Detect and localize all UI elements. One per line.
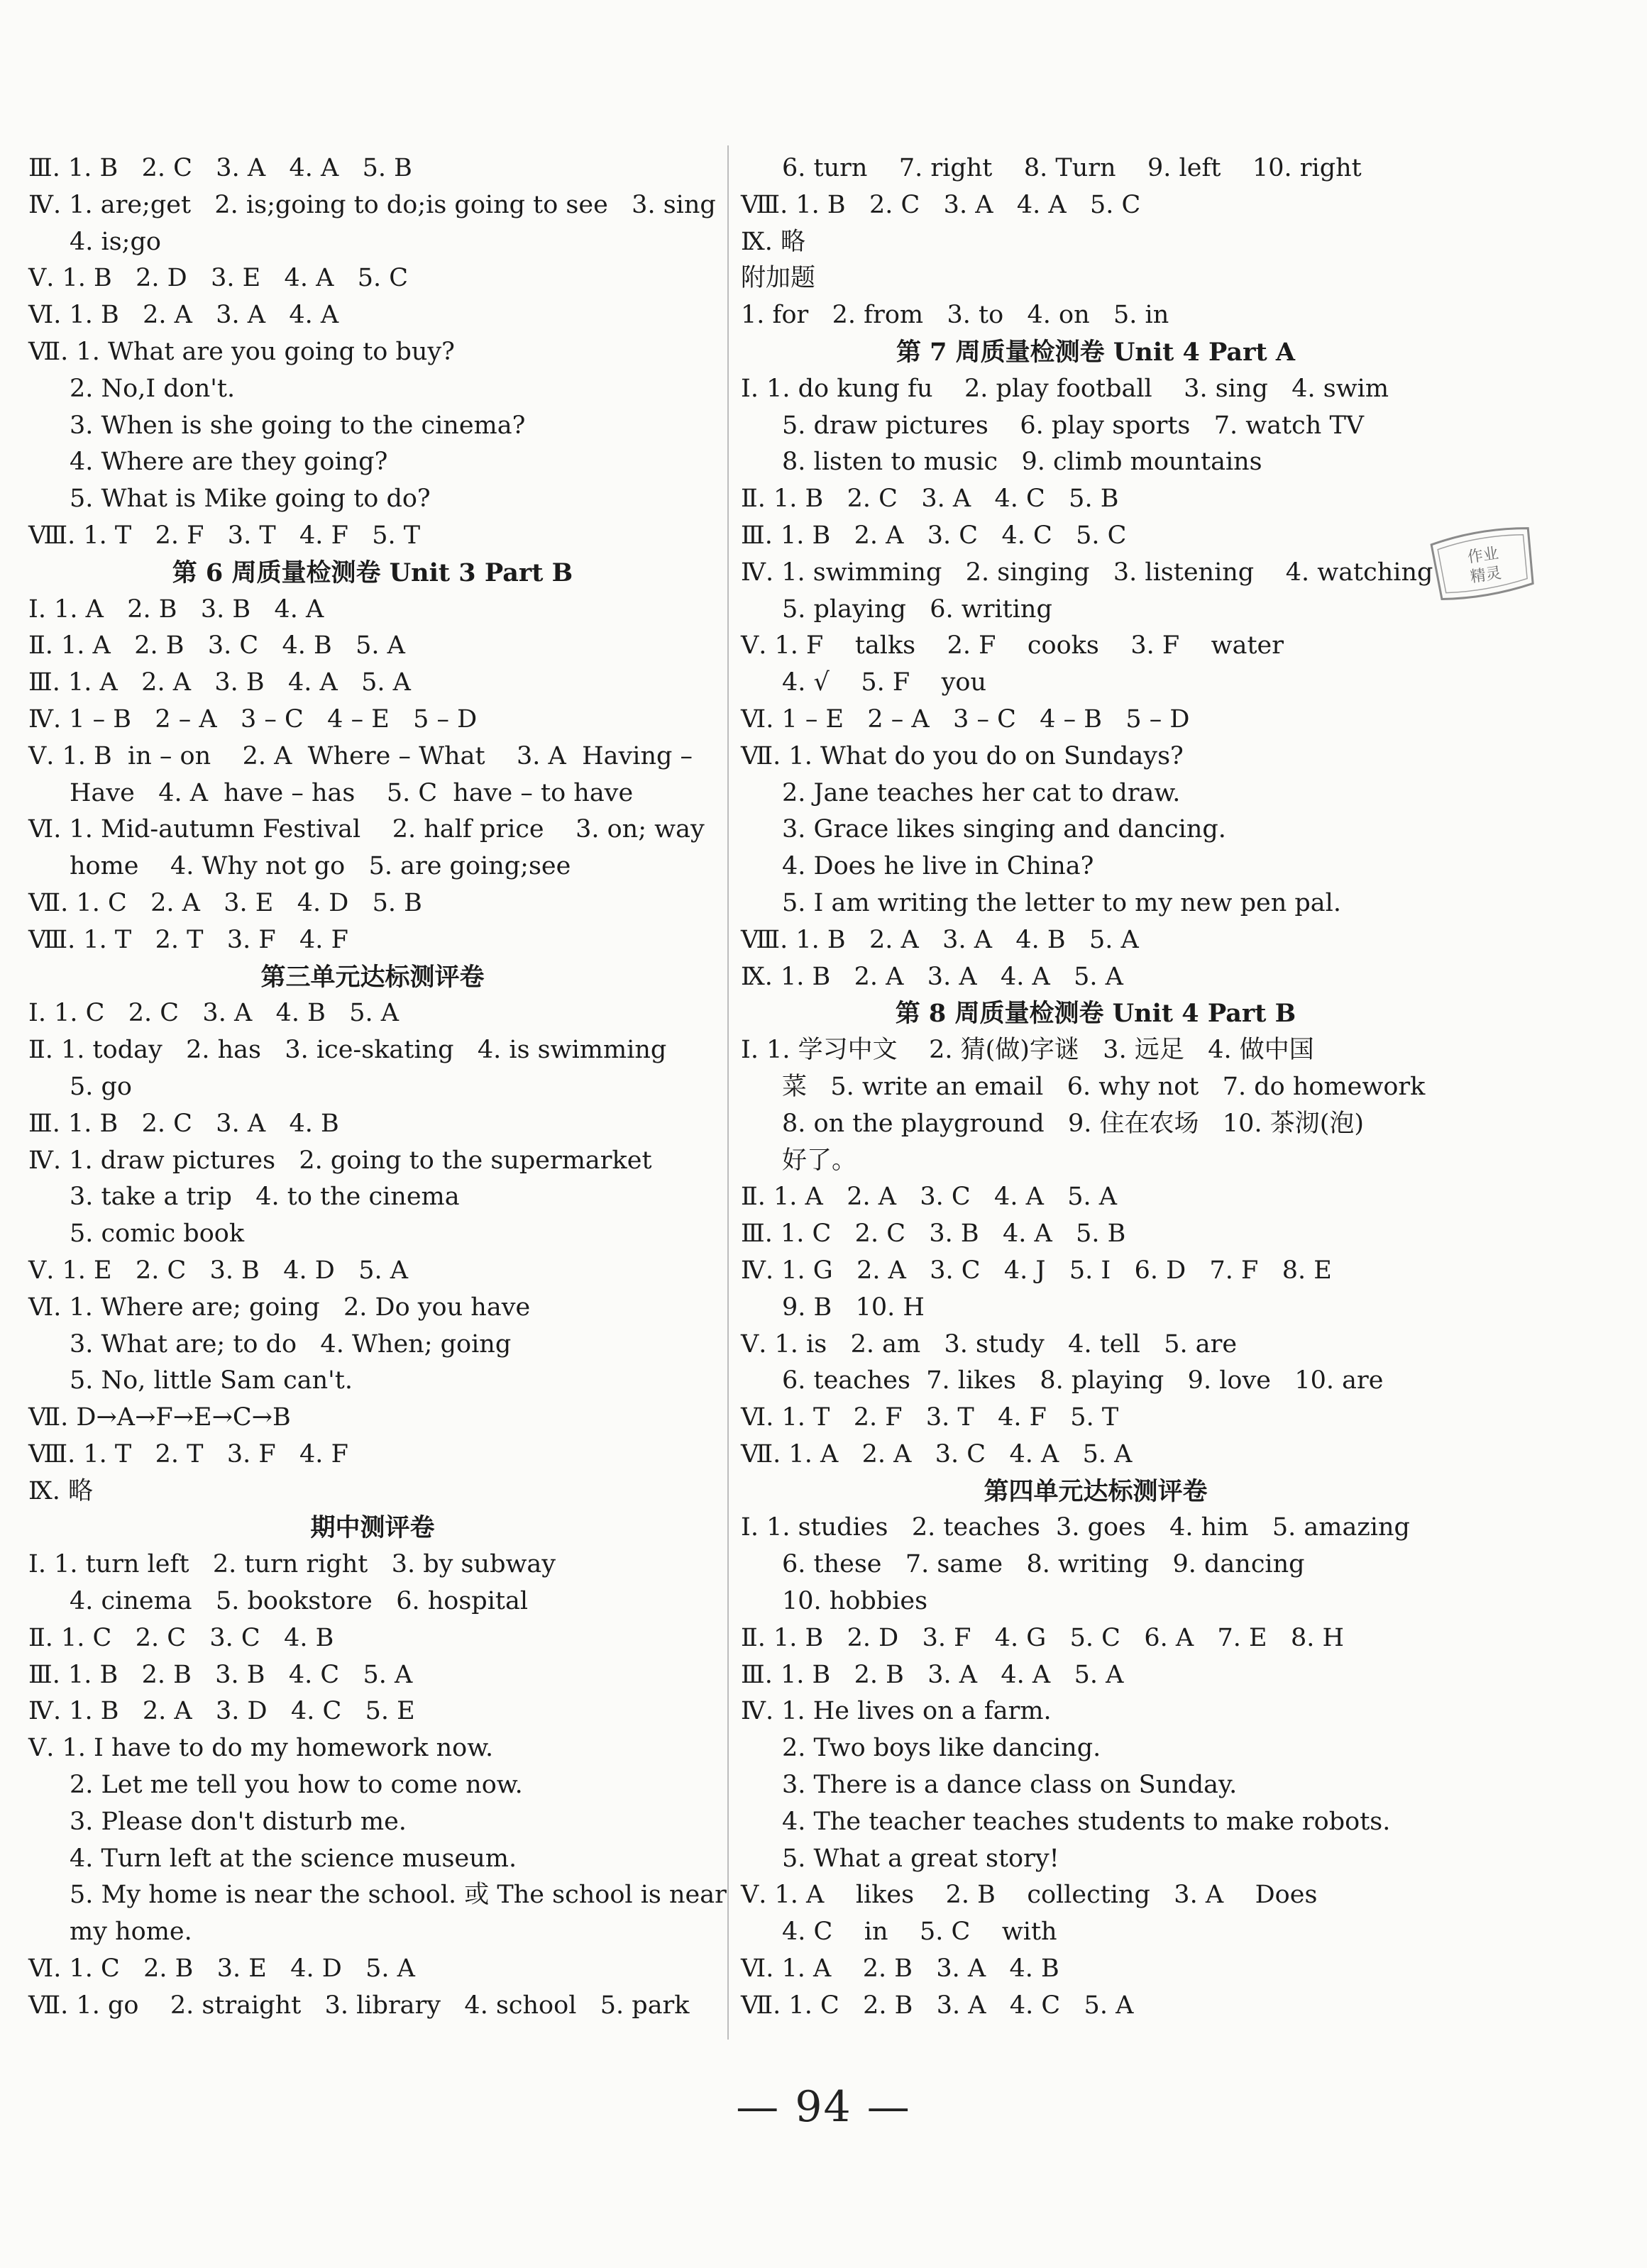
answer-line: 3. take a trip 4. to the cinema: [70, 1183, 460, 1212]
section-heading: 第四单元达标测评卷: [984, 1476, 1208, 1506]
answer-line: Ⅲ. 1. B 2. C 3. A 4. A 5. B: [28, 154, 412, 182]
answer-line: Ⅷ. 1. T 2. T 3. F 4. F: [28, 1439, 348, 1468]
answer-line: Ⅰ. 1. A 2. B 3. B 4. A: [28, 594, 324, 624]
answer-line: Ⅵ. 1. Mid-autumn Festival 2. half price 3. on; way: [28, 815, 705, 844]
answer-line: Ⅷ. 1. B 2. A 3. A 4. B 5. A: [741, 925, 1139, 954]
answer-line: 6. these 7. same 8. writing 9. dancing: [782, 1550, 1305, 1579]
column-divider: [727, 145, 729, 2040]
answer-line: 5. No, little Sam can't.: [70, 1366, 353, 1395]
answer-line: Ⅱ. 1. B 2. C 3. A 4. C 5. B: [741, 485, 1119, 514]
answer-line: Ⅳ. 1. B 2. A 3. D 4. C 5. E: [28, 1697, 415, 1726]
stamp-line-2: 精灵: [1469, 564, 1503, 587]
answer-line: 5. My home is near the school. 或 The school is near: [70, 1881, 727, 1910]
answer-line: Ⅳ. 1 – B 2 – A 3 – C 4 – E 5 – D: [28, 704, 478, 734]
answer-line: Ⅵ. 1 – E 2 – A 3 – C 4 – B 5 – D: [741, 704, 1190, 734]
answer-line: Ⅶ. 1. What do you do on Sundays?: [741, 741, 1184, 770]
answer-line: Ⅱ. 1. today 2. has 3. ice-skating 4. is swimming: [28, 1036, 667, 1065]
section-heading: 第三单元达标测评卷: [260, 962, 485, 992]
answer-line: 10. hobbies: [782, 1587, 928, 1616]
answer-line: 2. Jane teaches her cat to draw.: [782, 778, 1181, 807]
left-answer-column: [28, 150, 727, 2025]
answer-line: Ⅶ. 1. C 2. A 3. E 4. D 5. B: [28, 888, 422, 917]
answer-line: Ⅳ. 1. are;get 2. is;going to do;is going to see 3. sing: [28, 190, 716, 219]
answer-line: 3. When is she going to the cinema?: [70, 411, 526, 440]
answer-line: 1. for 2. from 3. to 4. on 5. in: [741, 301, 1169, 330]
answer-line: 3. What are; to do 4. When; going: [70, 1329, 512, 1359]
section-heading: 第 7 周质量检测卷 Unit 4 Part A: [896, 337, 1296, 367]
answer-line: 6. teaches 7. likes 8. playing 9. love 10. are: [782, 1366, 1384, 1395]
section-heading: 第 6 周质量检测卷 Unit 3 Part B: [172, 558, 573, 587]
stamp-line-1: 作业: [1466, 544, 1500, 567]
answer-line: Ⅲ. 1. B 2. C 3. A 4. B: [28, 1109, 339, 1138]
answer-line: 4. Where are they going?: [70, 448, 388, 477]
answer-line: Ⅱ. 1. C 2. C 3. C 4. B: [28, 1623, 334, 1652]
answer-line: 8. listen to music 9. climb mountains: [782, 448, 1262, 477]
answer-line: Ⅸ. 略: [28, 1476, 94, 1505]
answer-line: 4. Does he live in China?: [782, 852, 1094, 881]
answer-line: 5. What is Mike going to do?: [70, 485, 431, 514]
answer-line: Ⅴ. 1. A likes 2. B collecting 3. A Does: [741, 1881, 1318, 1910]
answer-line: Ⅳ. 1. draw pictures 2. going to the supermarket: [28, 1146, 652, 1175]
answer-line: Ⅰ. 1. studies 2. teaches 3. goes 4. him 5. amazing: [741, 1513, 1410, 1542]
answer-line: 9. B 10. H: [782, 1293, 925, 1322]
answer-line: 附加题: [741, 264, 816, 293]
right-answer-column: [741, 150, 1450, 2025]
answer-line: Ⅲ. 1. B 2. B 3. B 4. C 5. A: [28, 1660, 413, 1689]
answer-line: Have 4. A have – has 5. C have – to have: [70, 778, 634, 807]
answer-line: 2. Two boys like dancing.: [782, 1734, 1101, 1763]
answer-line: Ⅵ. 1. C 2. B 3. E 4. D 5. A: [28, 1954, 415, 1984]
answer-line: Ⅰ. 1. turn left 2. turn right 3. by subway: [28, 1550, 556, 1579]
answer-line: Ⅶ. 1. What are you going to buy?: [28, 337, 455, 366]
answer-line: Ⅰ. 1. C 2. C 3. A 4. B 5. A: [28, 999, 400, 1028]
answer-line: Ⅰ. 1. do kung fu 2. play football 3. sing 4. swim: [741, 374, 1389, 403]
answer-line: 5. I am writing the letter to my new pen pal.: [782, 888, 1341, 917]
answer-line: Ⅵ. 1. T 2. F 3. T 4. F 5. T: [741, 1403, 1119, 1432]
answer-line: Ⅳ. 1. swimming 2. singing 3. listening 4. watching: [741, 558, 1433, 587]
answer-line: 8. on the playground 9. 住在农场 10. 茶沏(泡): [782, 1109, 1365, 1138]
answer-line: 5. draw pictures 6. play sports 7. watch TV: [782, 411, 1365, 440]
answer-line: 3. There is a dance class on Sunday.: [782, 1771, 1238, 1800]
answer-line: 5. comic book: [70, 1219, 245, 1249]
answer-line: 4. √ 5. F you: [782, 668, 987, 697]
answer-line: Ⅵ. 1. A 2. B 3. A 4. B: [741, 1954, 1059, 1984]
answer-line: Ⅶ. 1. C 2. B 3. A 4. C 5. A: [741, 1991, 1134, 2020]
answer-line: Ⅰ. 1. 学习中文 2. 猜(做)字谜 3. 远足 4. 做中国: [741, 1036, 1314, 1065]
answer-line: Ⅵ. 1. Where are; going 2. Do you have: [28, 1293, 531, 1322]
answer-line: Ⅷ. 1. B 2. C 3. A 4. A 5. C: [741, 190, 1141, 219]
answer-line: Ⅸ. 略: [741, 227, 806, 256]
answer-line: 好了。: [782, 1146, 857, 1175]
answer-line: 2. Let me tell you how to come now.: [70, 1771, 523, 1800]
answer-line: Ⅴ. 1. E 2. C 3. B 4. D 5. A: [28, 1256, 409, 1285]
answer-line: Ⅸ. 1. B 2. A 3. A 4. A 5. A: [741, 962, 1123, 991]
watermark-stamp-icon: [1421, 517, 1545, 614]
answer-line: Ⅵ. 1. B 2. A 3. A 4. A: [28, 301, 339, 330]
answer-line: Ⅴ. 1. B 2. D 3. E 4. A 5. C: [28, 264, 409, 293]
answer-line: Ⅲ. 1. C 2. C 3. B 4. A 5. B: [741, 1219, 1126, 1249]
answer-line: 4. Turn left at the science museum.: [70, 1844, 517, 1873]
answer-line: 3. Grace likes singing and dancing.: [782, 815, 1226, 844]
answer-line: home 4. Why not go 5. are going;see: [70, 852, 571, 881]
answer-line: 4. cinema 5. bookstore 6. hospital: [70, 1587, 529, 1616]
answer-line: 5. What a great story!: [782, 1844, 1059, 1873]
answer-line: 5. go: [70, 1072, 132, 1101]
answer-line: Ⅲ. 1. A 2. A 3. B 4. A 5. A: [28, 668, 411, 697]
answer-line: Ⅶ. 1. A 2. A 3. C 4. A 5. A: [741, 1439, 1133, 1468]
answer-line: 菜 5. write an email 6. why not 7. do homework: [782, 1072, 1426, 1101]
answer-line: 4. C in 5. C with: [782, 1918, 1057, 1947]
answer-line: 4. is;go: [70, 227, 161, 256]
section-heading: 期中测评卷: [310, 1513, 435, 1543]
answer-line: Ⅱ. 1. A 2. A 3. C 4. A 5. A: [741, 1183, 1118, 1212]
answer-line: Ⅲ. 1. B 2. B 3. A 4. A 5. A: [741, 1660, 1124, 1689]
answer-line: 5. playing 6. writing: [782, 594, 1052, 624]
section-heading: 第 8 周质量检测卷 Unit 4 Part B: [895, 999, 1296, 1029]
answer-line: Ⅴ. 1. F talks 2. F cooks 3. F water: [741, 631, 1284, 660]
answer-line: 4. The teacher teaches students to make robots.: [782, 1807, 1391, 1836]
answer-line: 2. No,I don't.: [70, 374, 236, 403]
answer-line: Ⅷ. 1. T 2. F 3. T 4. F 5. T: [28, 521, 421, 550]
page-number: — 94 —: [736, 2082, 911, 2132]
answer-line: my home.: [70, 1918, 192, 1947]
answer-line: Ⅷ. 1. T 2. T 3. F 4. F: [28, 925, 348, 954]
answer-line: Ⅳ. 1. G 2. A 3. C 4. J 5. I 6. D 7. F 8. E: [741, 1256, 1332, 1285]
answer-line: Ⅱ. 1. A 2. B 3. C 4. B 5. A: [28, 631, 405, 660]
answer-line: Ⅴ. 1. B in – on 2. A Where – What 3. A Having –: [28, 741, 693, 770]
answer-line: Ⅶ. D→A→F→E→C→B: [28, 1403, 291, 1432]
answer-line: Ⅲ. 1. B 2. A 3. C 4. C 5. C: [741, 521, 1127, 550]
answer-line: Ⅱ. 1. B 2. D 3. F 4. G 5. C 6. A 7. E 8. H: [741, 1623, 1344, 1652]
answer-line: Ⅶ. 1. go 2. straight 3. library 4. school 5. park: [28, 1991, 690, 2020]
answer-line: 6. turn 7. right 8. Turn 9. left 10. right: [782, 154, 1362, 182]
answer-line: Ⅴ. 1. I have to do my homework now.: [28, 1734, 494, 1763]
answer-line: Ⅴ. 1. is 2. am 3. study 4. tell 5. are: [741, 1329, 1238, 1359]
answer-line: Ⅳ. 1. He lives on a farm.: [741, 1697, 1052, 1726]
answer-line: 3. Please don't disturb me.: [70, 1807, 407, 1836]
